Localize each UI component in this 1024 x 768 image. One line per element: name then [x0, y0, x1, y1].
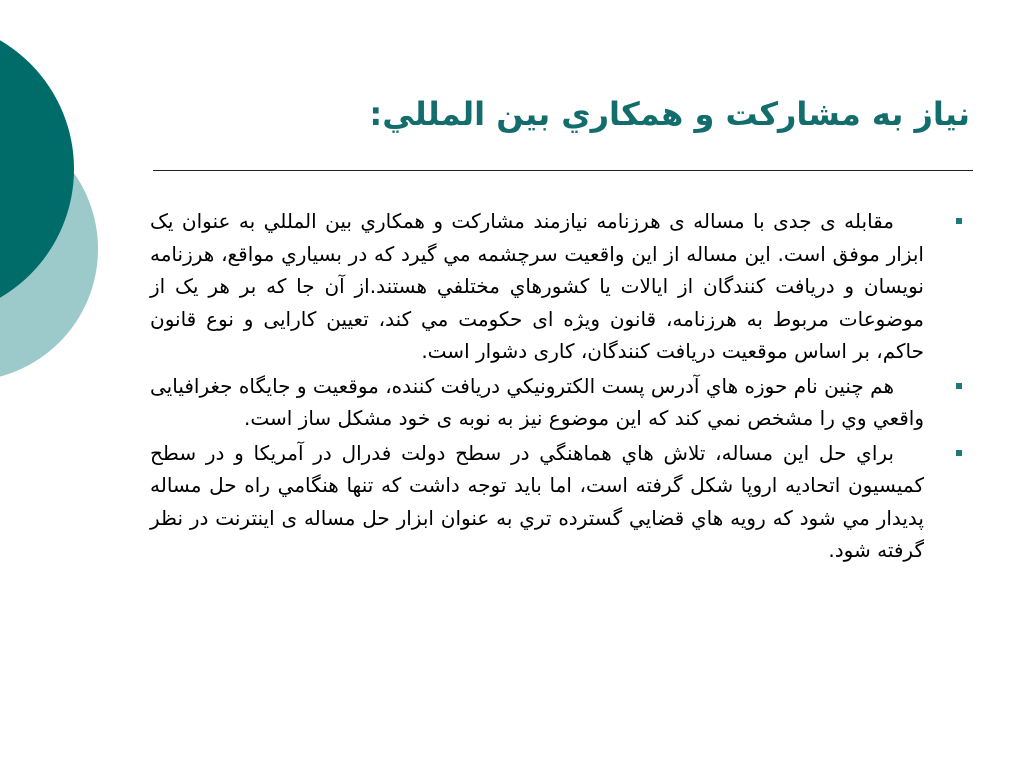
bullet-text-3: براي حل اين مساله، تلاش هاي هماهنگي در سطح دولت فدرال در آمريكا و در سطح كميسيون اتحاديه اروپا شكل گرفته است، اما بايد توجه داشت كه تنها هنگامي راه حل مساله پديدار مي شود كه رويه هاي قضايي گسترده تري به عنوان ابزار حل مساله ی اينترنت در نظر گرفته شود.	[150, 440, 924, 562]
title-divider	[153, 170, 973, 171]
square-bullet-icon	[956, 383, 962, 389]
slide-title: نياز به مشاركت و همكاري بين المللي:	[369, 95, 970, 133]
bullet-item-3	[150, 437, 968, 567]
bullet-text-2: هم چنين نام حوزه هاي آدرس پست الكترونيكي دريافت كننده، موقعيت و جایگاه جغرافیایی واقعي وي را مشخص نمي كند كه اين موضوع نيز به نوبه ی خود مشكل ساز است.	[150, 373, 924, 430]
bullet-item-1	[150, 205, 968, 368]
bullet-list	[150, 205, 968, 569]
bullet-item-2	[150, 370, 968, 435]
square-bullet-icon	[956, 450, 962, 456]
bullet-text-1: مقابله ی جدی با مساله ی هرزنامه نيازمند مشاركت و همكاري بين المللي به عنوان یک ابزار موفق است. این مساله از این واقعيت سرچشمه مي گيرد كه در بسياري مواقع، هرزنامه نويسان و دريافت كنندگان از ايالات يا كشورهاي مختلفي هستند.از آن جا که بر هر یک از موضوعات مربوط به هرزنامه، قانون ویژه ای حکومت مي كند، تعيين کارایی و نوع قانون حاكم، بر اساس موقعيت دريافت كنندگان، کاری دشوار است.	[150, 209, 924, 363]
square-bullet-icon	[956, 218, 962, 224]
